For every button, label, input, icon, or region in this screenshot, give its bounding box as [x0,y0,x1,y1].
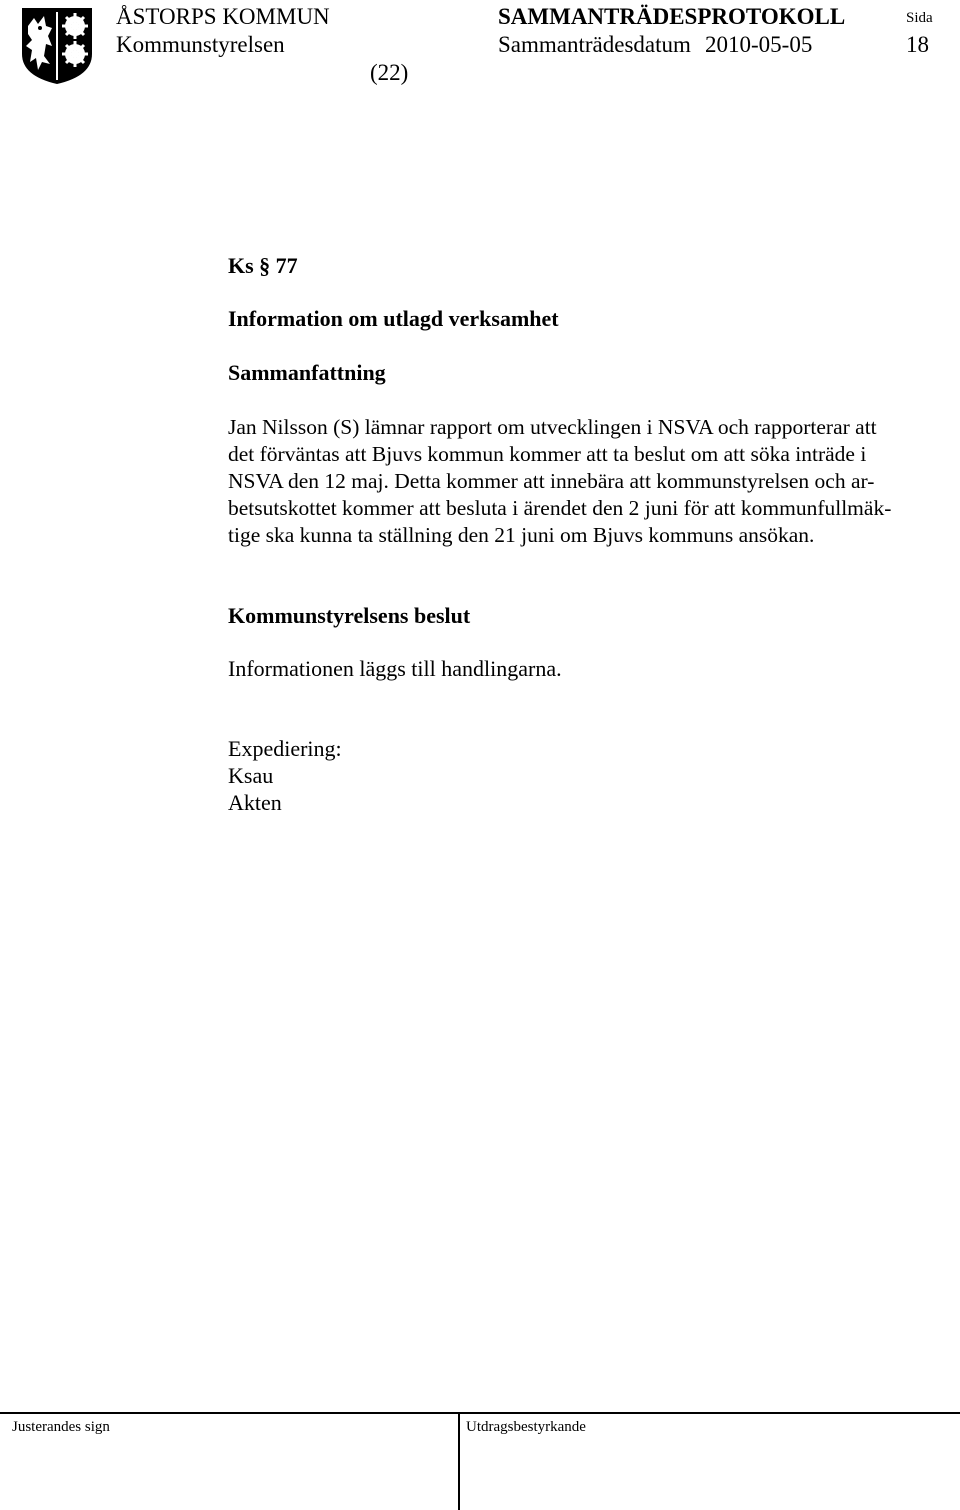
dispatch-item: Ksau [228,763,274,788]
document-type: SAMMANTRÄDESPROTOKOLL [498,4,846,29]
extract-certification-label: Utdragsbestyrkande [466,1419,586,1435]
meeting-date-label: Sammanträdesdatum [498,32,691,57]
meeting-date: 2010-05-05 [705,32,813,57]
dispatch-label: Expediering: [228,736,342,761]
item-title: Information om utlagd verksamhet [228,306,559,331]
footer-column-divider [458,1412,460,1510]
page-label: Sida [906,10,933,26]
coat-of-arms-logo [20,6,94,86]
adjuster-signature-label: Justerandes sign [12,1419,110,1435]
summary-line: betsutskottet kommer att besluta i ärendet den 2 juni för att kommunfullmäk- [228,496,892,520]
summary-line: NSVA den 12 maj. Detta kommer att innebära att kommunstyrelsen och ar- [228,469,875,493]
board-name: Kommunstyrelsen [116,32,285,57]
page-number: 18 [906,32,929,57]
section-number: Ks § 77 [228,253,298,278]
summary-heading: Sammanfattning [228,360,386,385]
footer-divider [0,1412,960,1414]
summary-line: Jan Nilsson (S) lämnar rapport om utvecklingen i NSVA och rapporterar att [228,415,877,439]
decision-heading: Kommunstyrelsens beslut [228,603,471,628]
summary-line: tige ska kunna ta ställning den 21 juni om Bjuvs kommuns ansökan. [228,523,815,547]
page-total: (22) [370,60,409,85]
municipality-name: ÅSTORPS KOMMUN [116,4,330,29]
summary-line: det förväntas att Bjuvs kommun kommer att ta beslut om att söka inträde i [228,442,867,466]
decision-text: Informationen läggs till handlingarna. [228,656,562,681]
dispatch-item: Akten [228,790,282,815]
